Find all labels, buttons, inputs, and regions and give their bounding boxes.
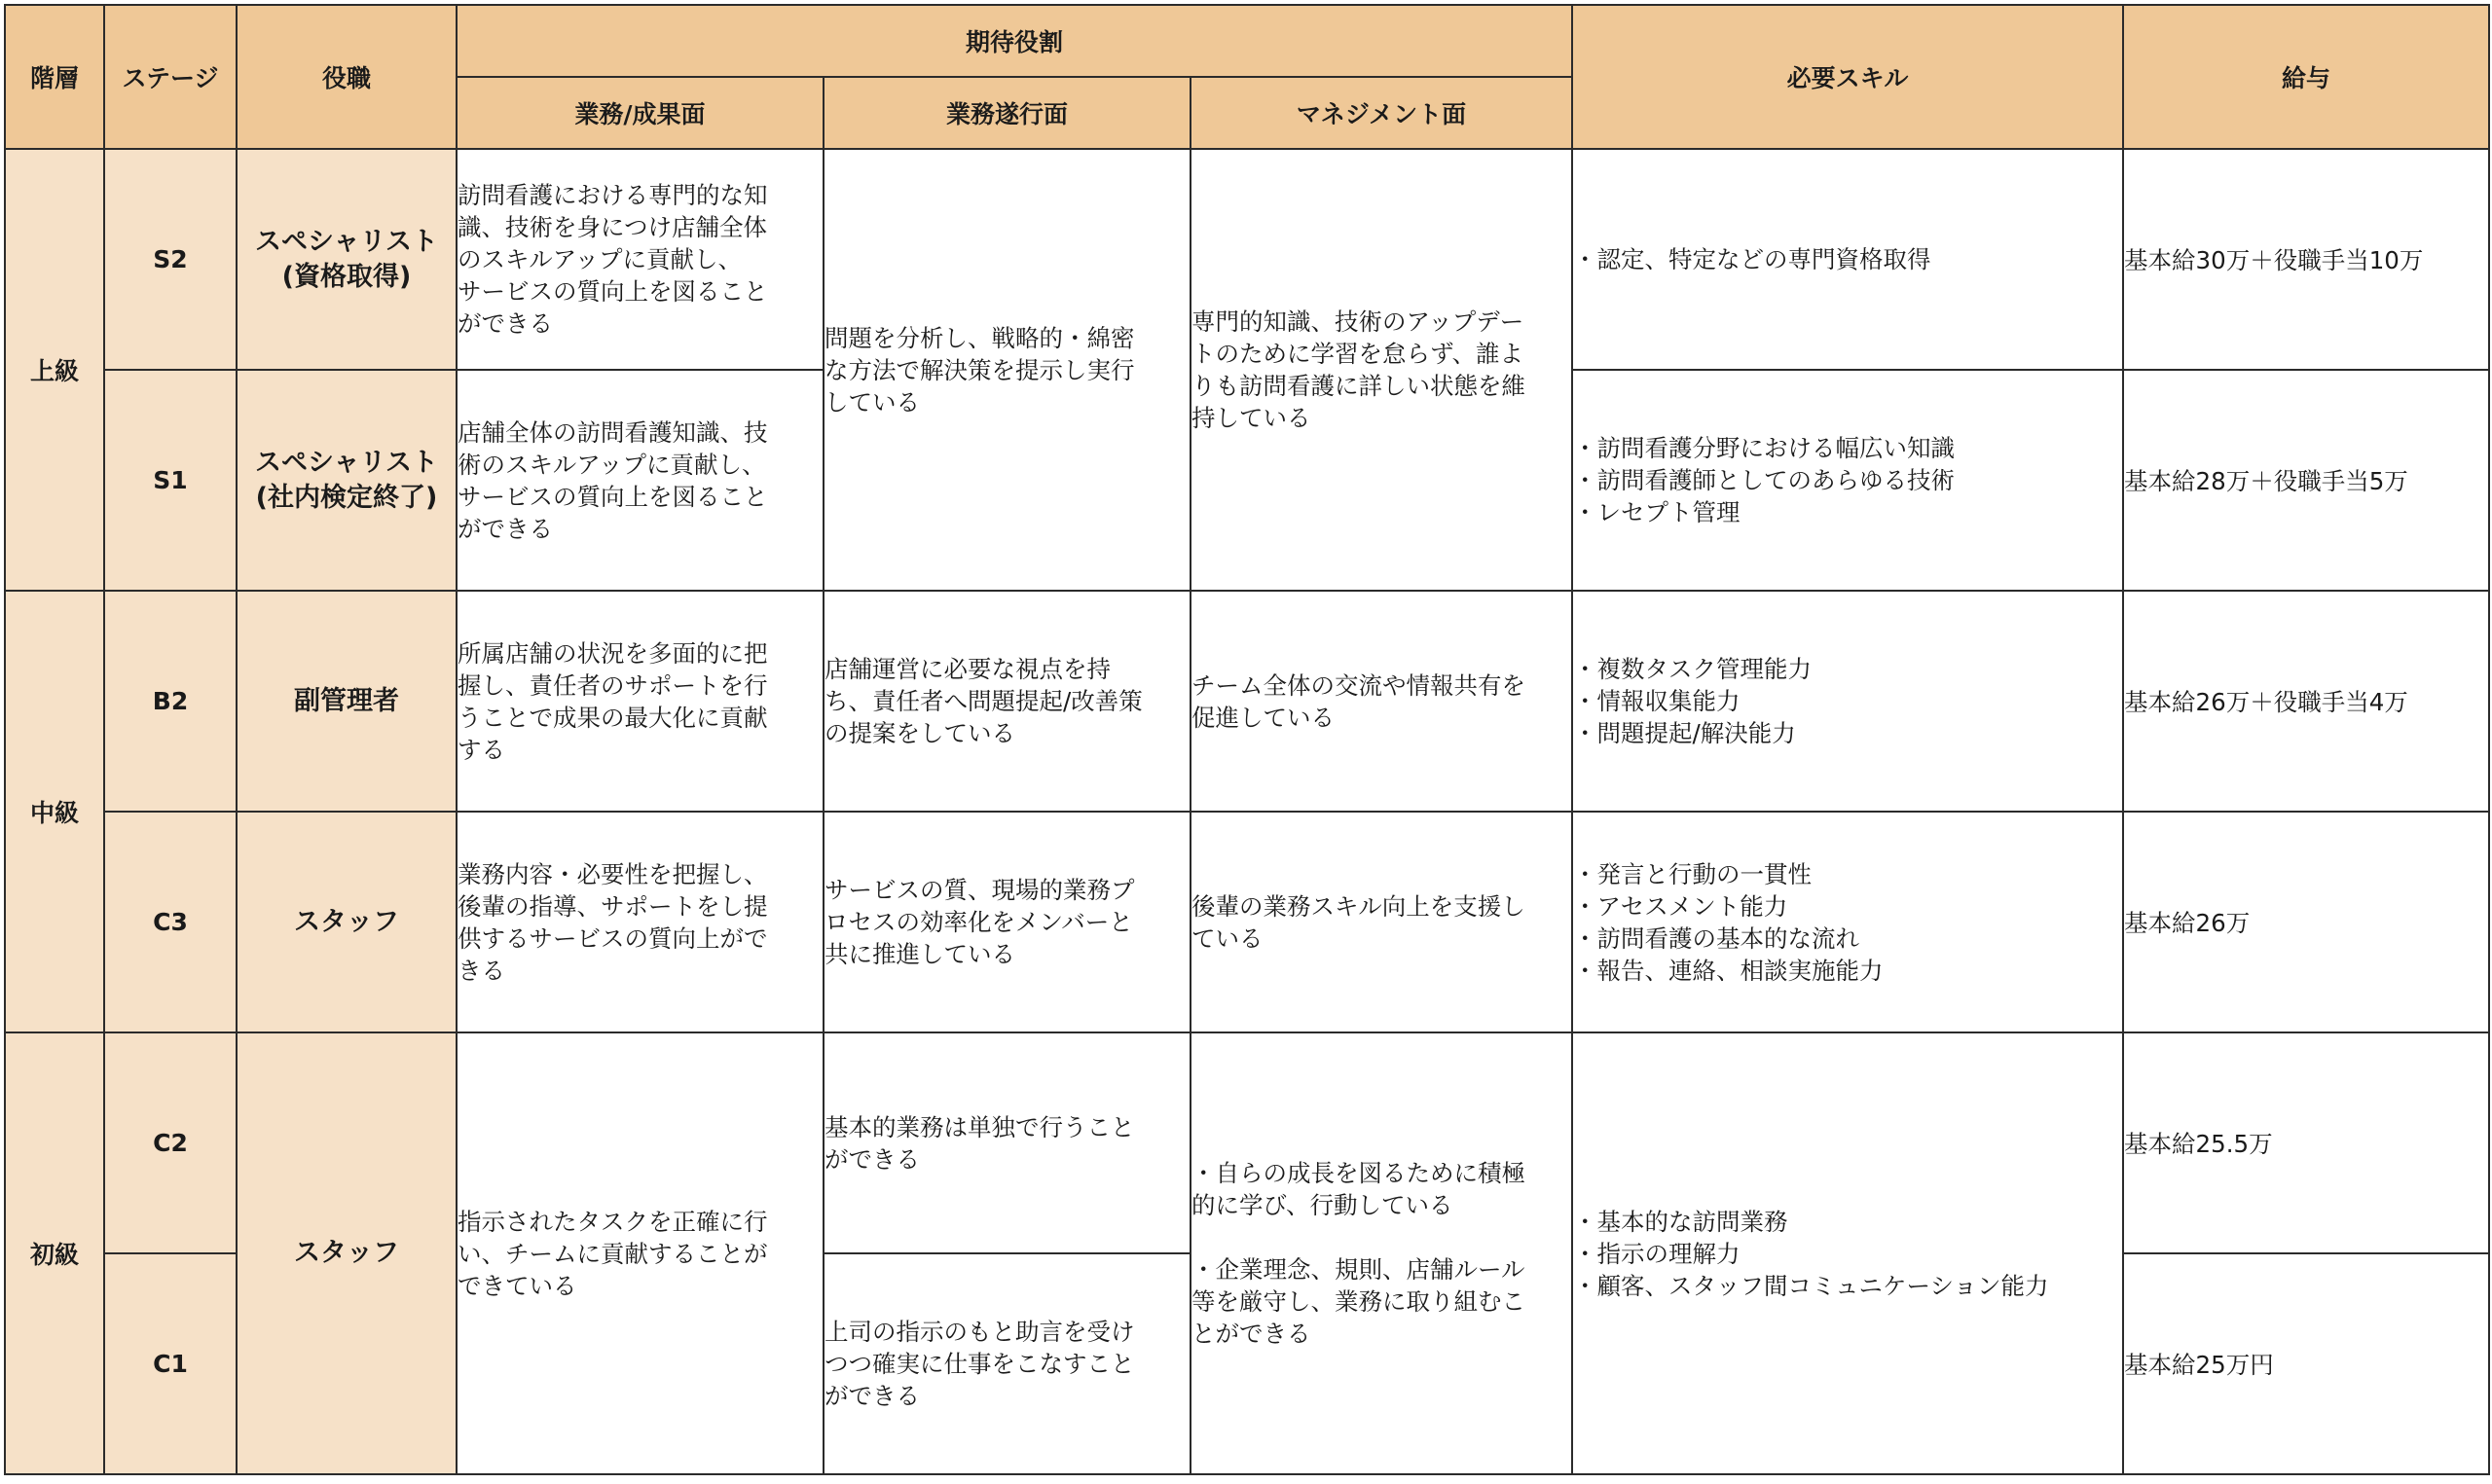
- results-c3-line: 業務内容・必要性を把握し、: [458, 859, 768, 888]
- results-s2-line: サービスの質向上を図ること: [458, 277, 768, 306]
- skills-c3: [1572, 812, 2123, 1032]
- management-senior-line: 専門的知識、技術のアップデー: [1191, 308, 1524, 336]
- results-c3: [457, 812, 824, 1032]
- execution-senior-line: している: [825, 387, 920, 416]
- role-b2: 副管理者: [237, 591, 457, 812]
- skills-s1-line: ・訪問看護分野における幅広い知識: [1573, 434, 1956, 462]
- skills-c3-line: ・報告、連絡、相談実施能力: [1573, 956, 1884, 985]
- management-b2: [1191, 591, 1572, 812]
- management-c3: [1191, 812, 1572, 1032]
- table-row-b2: [5, 591, 2489, 812]
- management-b2-line: 促進している: [1191, 703, 1335, 732]
- skills-junior: [1572, 1032, 2123, 1474]
- results-s1-line: 店舗全体の訪問看護知識、技: [458, 417, 768, 447]
- role-s1-line-1: スペシャリスト: [255, 447, 438, 478]
- execution-b2-line: 店舗運営に必要な視点を持: [825, 655, 1111, 683]
- results-s1-line: 術のスキルアップに貢献し、: [458, 450, 766, 479]
- management-c3-line: ている: [1191, 923, 1264, 953]
- execution-senior: [824, 149, 1191, 591]
- role-s1-line-2: (社内検定終了): [255, 482, 438, 513]
- level-senior: 上級: [5, 149, 104, 591]
- management-c3-line: 後輩の業務スキル向上を支援し: [1191, 891, 1525, 921]
- management-junior-line: ・自らの成長を図るために積極: [1191, 1159, 1525, 1187]
- salary-c1: 基本給25万円: [2123, 1253, 2489, 1474]
- role-s2-line-1: スペシャリスト: [255, 226, 438, 257]
- stage-s2: S2: [104, 149, 237, 370]
- salary-c2: 基本給25.5万: [2123, 1032, 2489, 1253]
- execution-c1: [824, 1253, 1191, 1474]
- skills-c3-line: ・訪問看護の基本的な流れ: [1573, 923, 1860, 953]
- execution-c3-line: サービスの質、現場的業務プ: [825, 876, 1135, 904]
- salary-c3: 基本給26万: [2123, 812, 2489, 1032]
- execution-c1-line: つつ確実に仕事をこなすこと: [825, 1350, 1135, 1378]
- skills-s2: [1572, 149, 2123, 370]
- execution-senior-line: な方法で解決策を提示し実行: [825, 355, 1135, 384]
- skills-c3-line: ・アセスメント能力: [1573, 891, 1788, 921]
- skills-b2-line: ・情報収集能力: [1573, 687, 1741, 715]
- results-b2: [457, 591, 824, 812]
- results-junior-line: できている: [458, 1271, 577, 1300]
- execution-c1-line: ができる: [825, 1382, 920, 1410]
- skills-s1: [1572, 370, 2123, 591]
- stage-b2: B2: [104, 591, 237, 812]
- results-c3-line: 後輩の指導、サポートをし提: [458, 891, 768, 921]
- skills-b2-line: ・問題提起/解決能力: [1573, 719, 1796, 747]
- management-junior-line: ・企業理念、規則、店舗ルール: [1191, 1255, 1525, 1284]
- skills-b2-line: ・複数タスク管理能力: [1573, 655, 1813, 683]
- execution-c2: [824, 1032, 1191, 1253]
- execution-c2-line: ができる: [825, 1144, 920, 1174]
- role-s2: [237, 149, 457, 370]
- results-junior: [457, 1032, 824, 1474]
- role-c3: スタッフ: [237, 812, 457, 1032]
- results-junior-line: い、チームに貢献することが: [458, 1239, 768, 1268]
- skills-c3-line: ・発言と行動の一貫性: [1573, 859, 1813, 888]
- execution-b2-line: の提案をしている: [825, 719, 1015, 747]
- results-s2-line: のスキルアップに貢献し、: [458, 245, 743, 273]
- results-s2-line: 訪問看護における専門的な知: [458, 181, 768, 209]
- management-junior-line: 等を厳守し、業務に取り組むこ: [1191, 1287, 1525, 1316]
- header-salary: 給与: [2123, 5, 2489, 149]
- role-junior: スタッフ: [237, 1032, 457, 1474]
- results-b2-line: うことで成果の最大化に貢献: [458, 703, 768, 732]
- management-senior-line: トのために学習を怠らず、誰よ: [1191, 340, 1524, 368]
- results-s1: [457, 370, 824, 591]
- execution-senior-line: 問題を分析し、戦略的・綿密: [825, 323, 1135, 352]
- header-execution: 業務遂行面: [824, 77, 1191, 149]
- salary-s2: 基本給30万＋役職手当10万: [2123, 149, 2489, 370]
- execution-c3: [824, 812, 1191, 1032]
- header-results: 業務/成果面: [457, 77, 824, 149]
- management-junior-spacer: [1191, 1221, 1571, 1253]
- execution-b2-line: ち、責任者へ問題提起/改善策: [825, 687, 1143, 715]
- level-middle: 中級: [5, 591, 104, 1032]
- results-s2-line: 識、技術を身につけ店舗全体: [458, 213, 768, 241]
- results-b2-line: 握し、責任者のサポートを行: [458, 670, 768, 700]
- grade-table: [4, 4, 2490, 1475]
- results-s1-line: サービスの質向上を図ること: [458, 482, 768, 511]
- management-junior-line: 的に学び、行動している: [1191, 1191, 1453, 1219]
- execution-c3-line: ロセスの効率化をメンバーと: [825, 908, 1133, 936]
- header-level: 階層: [5, 5, 104, 149]
- stage-c1: C1: [104, 1253, 237, 1474]
- execution-c1-line: 上司の指示のもと助言を受け: [825, 1318, 1135, 1346]
- role-s1: [237, 370, 457, 591]
- results-junior-line: 指示されたタスクを正確に行: [458, 1207, 768, 1236]
- salary-b2: 基本給26万＋役職手当4万: [2123, 591, 2489, 812]
- header-stage: ステージ: [104, 5, 237, 149]
- skills-s1-line: ・訪問看護師としてのあらゆる技術: [1573, 466, 1956, 494]
- header-skills: 必要スキル: [1572, 5, 2123, 149]
- execution-c3-line: 共に推進している: [825, 940, 1015, 968]
- results-b2-line: する: [458, 735, 505, 764]
- stage-c3: C3: [104, 812, 237, 1032]
- execution-c2-line: 基本的業務は単独で行うこと: [825, 1112, 1135, 1141]
- execution-b2: [824, 591, 1191, 812]
- header-expected-roles: 期待役割: [457, 5, 1572, 77]
- results-s1-line: ができる: [458, 514, 553, 543]
- results-c3-line: きる: [458, 956, 505, 985]
- results-b2-line: 所属店舗の状況を多面的に把: [458, 638, 768, 668]
- management-senior-line: りも訪問看護に詳しい状態を維: [1191, 372, 1525, 400]
- management-junior: [1191, 1032, 1572, 1474]
- stage-c2: C2: [104, 1032, 237, 1253]
- header-role: 役職: [237, 5, 457, 149]
- results-c3-line: 供するサービスの質向上がで: [458, 923, 768, 953]
- table-row-s2: [5, 149, 2489, 370]
- table-row-c3: [5, 812, 2489, 1032]
- skills-junior-line: ・指示の理解力: [1573, 1239, 1741, 1268]
- management-b2-line: チーム全体の交流や情報共有を: [1191, 670, 1525, 700]
- level-junior: 初級: [5, 1032, 104, 1474]
- skills-s1-line: ・レセプト管理: [1573, 498, 1741, 526]
- salary-s1: 基本給28万＋役職手当5万: [2123, 370, 2489, 591]
- skills-s2-line: ・認定、特定などの専門資格取得: [1573, 245, 1931, 273]
- header-management: マネジメント面: [1191, 77, 1572, 149]
- stage-s1: S1: [104, 370, 237, 591]
- skills-junior-line: ・顧客、スタッフ間コミュニケーション能力: [1573, 1271, 2049, 1300]
- skills-b2: [1572, 591, 2123, 812]
- skills-junior-line: ・基本的な訪問業務: [1573, 1207, 1788, 1236]
- management-senior: [1191, 149, 1572, 591]
- results-s2-line: ができる: [458, 309, 553, 338]
- results-s2: [457, 149, 824, 370]
- management-senior-line: 持している: [1191, 404, 1311, 432]
- role-s2-line-2: (資格取得): [281, 261, 412, 292]
- management-junior-line: とができる: [1191, 1320, 1311, 1348]
- table-row-c2: [5, 1032, 2489, 1253]
